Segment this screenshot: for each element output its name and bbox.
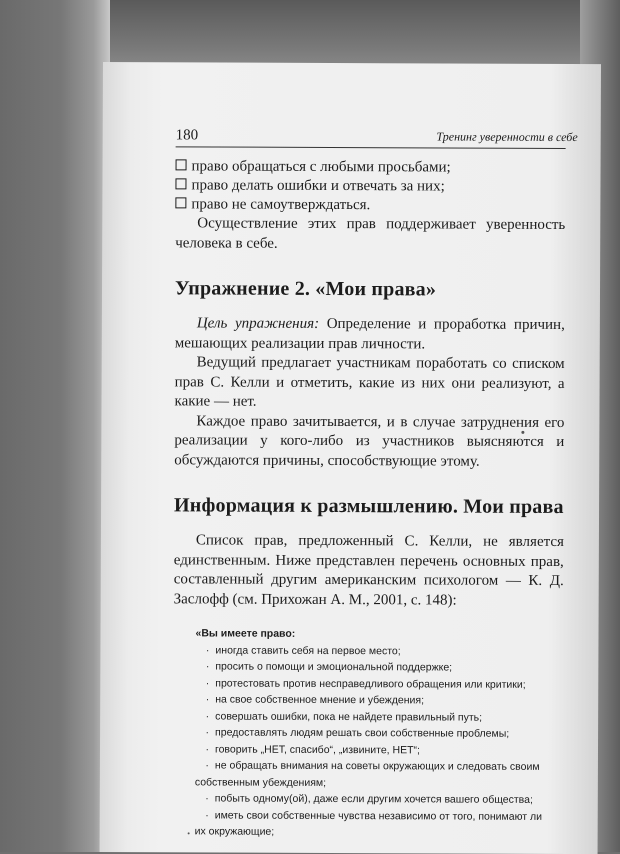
- goal-text: Определение и проработка причин, мешающих реализации прав личности.: [174, 315, 565, 352]
- reflection-paragraph: Список прав, предложенный С. Келли, не является единственным. Ниже представлен перечень основных прав, составленный другим американским психологом — К. Д. Заслофф (см. Прихожан А. М., 2001, с. 148):: [173, 532, 564, 609]
- page-number: 180: [175, 127, 199, 144]
- checkbox-icon: [176, 159, 187, 170]
- rights-list-item: · на свое собственное мнение и убеждения;: [205, 693, 425, 707]
- checklist-item: право обращаться с любыми просьбами;: [176, 157, 566, 178]
- rights-list: [195, 642, 556, 842]
- rights-list-item: · иметь свои собственные чувства независимо от того, понимают ли их окружающие;: [194, 808, 543, 838]
- intro-paragraph: Осуществление этих прав поддерживает уверенность человека в себе.: [175, 215, 566, 252]
- checkbox-icon: [175, 178, 186, 189]
- page-content: [173, 126, 578, 841]
- checklist-item: право делать ошибки и отвечать за них;: [175, 176, 565, 197]
- goal-label: Цель упражнения:: [196, 315, 320, 332]
- rights-list-item: · побыть одному(ой), даже если другим хочется вашего общества;: [205, 792, 533, 806]
- exercise-paragraph: Каждое право зачитывается, и в случае затруднения его реализации у кого-либо из участников выясняются и обсуждаются причины, способствующие этому.: [174, 412, 565, 470]
- inset-title: «Вы имеете право:: [195, 627, 296, 640]
- rights-list-item: · говорить „НЕТ, спасибо“, „извините, НЕТ“;: [205, 742, 420, 756]
- book-page: [100, 62, 601, 854]
- rights-list-item: · иногда ставить себя на первое место;: [205, 643, 401, 657]
- running-title: Тренинг уверенности в себе: [436, 129, 578, 145]
- running-head: [175, 126, 578, 149]
- book-gutter-shadow: [0, 0, 110, 852]
- rights-list-item: · просить о помощи и эмоциональной поддержке;: [205, 660, 453, 674]
- reflection-heading: Информация к размышлению. Мои права: [174, 494, 564, 519]
- exercise-paragraph: Ведущий предлагает участникам поработать со списком прав С. Келли и отметить, какие из них они реализуют, а какие — нет.: [174, 354, 565, 410]
- rights-list-item: · совершать ошибки, пока не найдете правильный путь;: [205, 709, 483, 724]
- exercise-goal: [175, 314, 565, 355]
- rights-list-item: · предоставлять людям решать свои собственные проблемы;: [205, 726, 510, 740]
- exercise-heading: Упражнение 2. «Мои права»: [174, 277, 437, 301]
- checklist-item: право не самоутверждаться.: [175, 195, 565, 216]
- rights-list-item: · протестовать против несправедливого обращения или критики;: [205, 676, 526, 691]
- rights-checklist: [175, 157, 565, 216]
- rights-inset: [195, 625, 556, 841]
- checkbox-icon: [175, 197, 186, 208]
- rights-list-item: · не обращать внимания на советы окружающих и следовать своим собственным убеждениям;: [194, 759, 540, 789]
